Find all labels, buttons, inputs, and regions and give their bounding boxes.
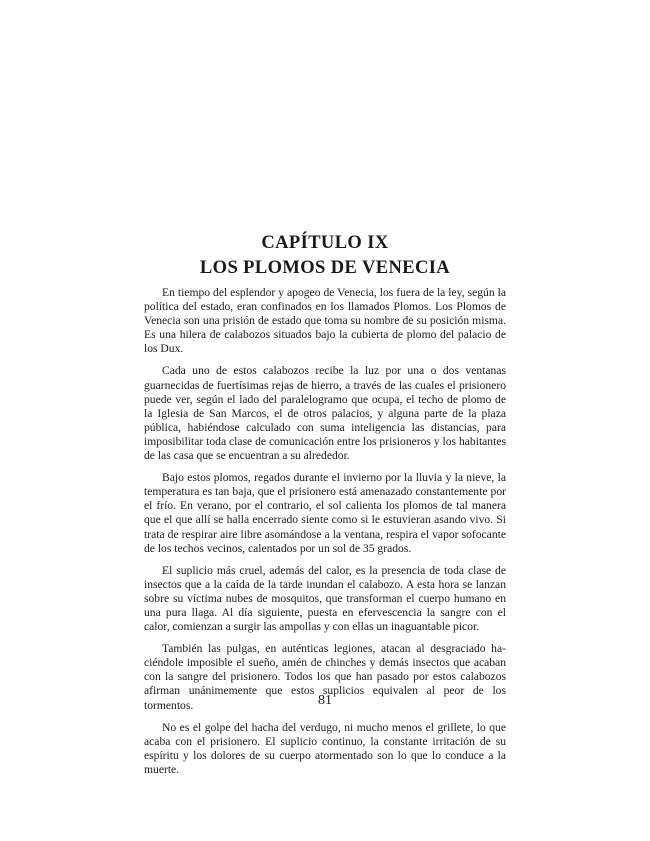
paragraph: En tiempo del esplendor y apogeo de Venecia, los fuera de la ley, según la política del estado, eran confinados en los llamados Plomos. Los Plomos de Venecia son una prisión de estado que toma su nombre de su posición misma. Es una hilera de calabozos situados bajo la cubierta de plomo del palacio de los Dux. [144,286,506,356]
paragraph: Cada uno de estos calabozos recibe la luz por una o dos ventanas guarnecidas de fuertísimas rejas de hierro, a través de las cuales el prisionero puede ver, según el lado del paralelogramo que ocupa, el techo de plomo de la Iglesia de San Marcos, el de otros palacios, y alguna parte de la plaza pública, habiéndose calculado con suma inteligencia las distancias, para imposibilitar toda clase de comunicación entre los prisioneros y los habitantes de las casa que se encuentran a su alrededor. [144,364,506,463]
chapter-number: CAPÍTULO IX [261,233,389,253]
paragraph: Bajo estos plomos, regados durante el invierno por la lluvia y la nieve, la temperatura es tan baja, que el prisionero está amenazado constantemente por el frío. En verano, por el contrario, el sol calienta los plomos de tal manera que el que allí se halla encerrado siente como si le estuvieran asando vivo. Si trata de respirar aire libre asomándose a la ventana, respira el vapor sofocante de los techos vecinos, calentados por un sol de 35 grados. [144,471,506,555]
paragraph: También las pulgas, en auténticas legiones, atacan al desgraciado haciéndole imposible el sueño, amén de chinches y demás insectos que acaban con la sangre del prisionero. Todos los que han pasado por estos calabozos afirman unánimemente que estos suplicios equivalen al peor de los tormentos. [144,642,506,712]
book-page [144,0,506,841]
page-number: 81 [318,693,332,708]
chapter-body [144,286,506,785]
chapter-title: LOS PLOMOS DE VENECIA [199,258,451,278]
paragraph: No es el golpe del hacha del verdugo, ni mucho menos el grillete, lo que acaba con el prisionero. El suplicio continuo, la constante irritación de su espíritu y los dolores de su cuerpo atormentado son lo que lo conduce a la muerte. [144,720,506,776]
paragraph: El suplicio más cruel, además del calor, es la presencia de toda clase de insectos que a la caída de la tarde inundan el calabozo. A esta hora se lanzan sobre su víctima nubes de mosquitos, que transforman el cuerpo humano en una pura llaga. Al día siguiente, puesta en efervescencia la sangre con el calor, comienzan a surgir las ampollas y con ellas un inaguantable picor. [144,563,506,634]
